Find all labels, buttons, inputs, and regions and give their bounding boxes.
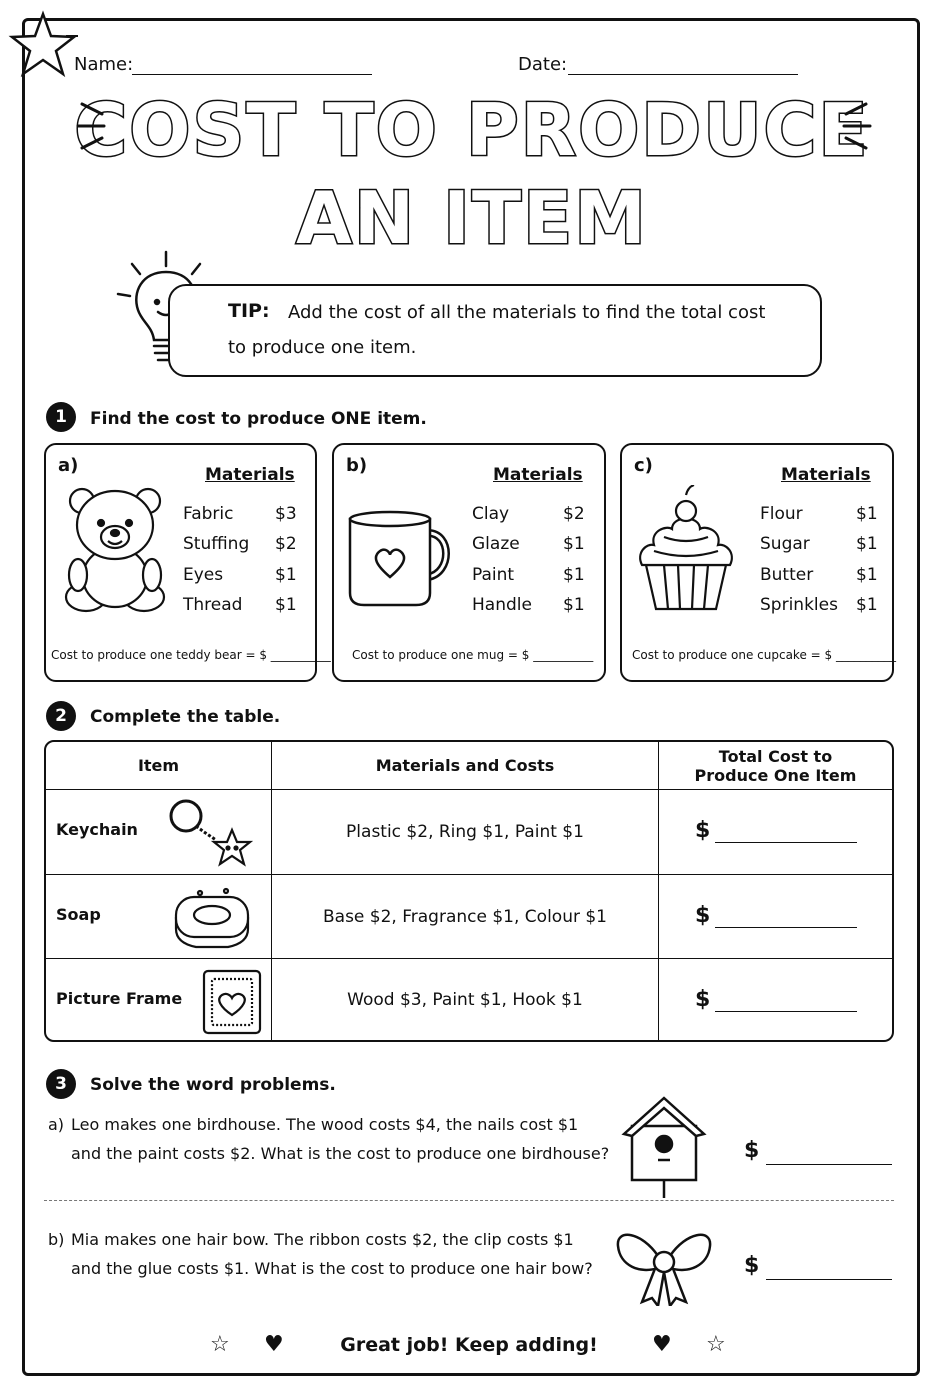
page-title-line1: COST TO PRODUCE (74, 88, 870, 172)
cost-answer-line[interactable]: Cost to produce one cupcake = $ __________ (632, 648, 896, 662)
total-cell (659, 875, 892, 960)
material-name: Thread (183, 595, 243, 615)
picture-frame-icon (200, 967, 264, 1037)
tip-text-line2: to produce one item. (228, 337, 417, 358)
problem-text-line1: Mia makes one hair bow. The ribbon costs $2, the clip costs $1 (71, 1230, 574, 1249)
table-row (46, 790, 892, 875)
table-header-row (46, 742, 892, 790)
section3-number: 3 (46, 1069, 76, 1099)
footer-message: Great job! Keep adding! (340, 1334, 598, 1356)
card-label: a) (58, 455, 79, 476)
material-name: Fabric (183, 504, 234, 524)
problem-label: a) (48, 1115, 65, 1134)
table-row (46, 875, 892, 960)
total-cell (659, 790, 892, 875)
card-label: b) (346, 455, 368, 476)
heart-icon: ♥ (652, 1332, 672, 1357)
answer-line[interactable] (715, 1011, 857, 1012)
item-name: Keychain (56, 820, 138, 839)
mug-icon (346, 509, 460, 609)
header-total-line2: Produce One Item (694, 765, 857, 785)
material-name: Sprinkles (760, 595, 838, 615)
keychain-icon (166, 796, 256, 870)
problem-text-line1: Leo makes one birdhouse. The wood costs $4, the nails cost $1 (71, 1115, 579, 1134)
header-total-line1: Total Cost to (718, 746, 833, 766)
dollar-sign: $ (744, 1138, 760, 1163)
material-cost: $2 (275, 534, 297, 554)
item-cell (46, 959, 272, 1040)
materials-cell: Plastic $2, Ring $1, Paint $1 (272, 790, 659, 875)
cost-answer-line[interactable]: Cost to produce one mug = $ __________ (352, 648, 594, 662)
item-cell (46, 875, 272, 960)
material-name: Flour (760, 504, 803, 524)
dollar-sign: $ (695, 987, 711, 1013)
birdhouse-icon (620, 1094, 708, 1202)
material-name: Butter (760, 565, 814, 585)
answer-line[interactable] (715, 927, 857, 928)
dollar-sign: $ (695, 902, 711, 928)
date-line[interactable] (568, 74, 798, 75)
material-cost: $1 (563, 595, 585, 615)
item-name: Soap (56, 904, 101, 924)
answer-line[interactable] (766, 1279, 892, 1280)
name-line[interactable] (132, 74, 372, 75)
star-outline-icon: ☆ (210, 1332, 230, 1357)
star-outline-icon: ☆ (706, 1332, 726, 1357)
cupcake-icon (636, 485, 736, 613)
material-name: Clay (472, 504, 510, 524)
material-name: Glaze (472, 534, 520, 554)
tip-box (168, 284, 822, 377)
card-label: c) (634, 455, 653, 476)
problem-text-line2: and the glue costs $1. What is the cost to produce one hair bow? (71, 1259, 593, 1278)
material-cost: $1 (856, 565, 878, 585)
material-cost: $1 (856, 504, 878, 524)
soap-icon (170, 883, 254, 953)
answer-line[interactable] (715, 842, 857, 843)
problem-label: b) (48, 1230, 65, 1249)
header-total (659, 742, 892, 790)
divider (44, 1200, 894, 1201)
materials-heading: Materials (205, 465, 295, 485)
heart-icon: ♥ (264, 1332, 284, 1357)
material-cost: $1 (563, 565, 585, 585)
material-name: Stuffing (183, 534, 250, 554)
item-name: Picture Frame (56, 989, 183, 1009)
tip-label: TIP: (228, 300, 270, 322)
material-cost: $1 (275, 595, 297, 615)
dollar-sign: $ (744, 1253, 760, 1278)
sparkle-right-icon (834, 96, 874, 156)
section1-title: Find the cost to produce ONE item. (90, 409, 427, 429)
section2-title: Complete the table. (90, 707, 281, 727)
teddy-bear-icon (60, 485, 170, 613)
material-cost: $3 (275, 504, 297, 524)
total-cell (659, 959, 892, 1040)
material-name: Eyes (183, 565, 224, 585)
cost-table (44, 740, 894, 1042)
sparkle-left-icon (74, 96, 114, 156)
page-title-line2: AN ITEM (296, 176, 648, 260)
card-a (44, 443, 331, 682)
material-cost: $1 (563, 534, 585, 554)
section3-title: Solve the word problems. (90, 1075, 336, 1095)
card-c (620, 443, 894, 682)
item-cell (46, 790, 272, 875)
hair-bow-icon (612, 1222, 716, 1306)
material-name: Paint (472, 565, 515, 585)
material-cost: $1 (275, 565, 297, 585)
date-label: Date: (518, 54, 568, 75)
card-b (332, 443, 606, 682)
star-icon (8, 10, 78, 82)
material-cost: $1 (856, 595, 878, 615)
dollar-sign: $ (695, 818, 711, 843)
cost-answer-line[interactable]: Cost to produce one teddy bear = $ __________ (51, 648, 331, 662)
header-item: Item (46, 742, 272, 790)
materials-cell: Wood $3, Paint $1, Hook $1 (272, 959, 659, 1040)
tip-text-line1: Add the cost of all the materials to find the total cost (288, 302, 766, 323)
material-cost: $2 (563, 504, 585, 524)
table-row (46, 959, 892, 1040)
header-materials: Materials and Costs (272, 742, 659, 790)
materials-cell: Base $2, Fragrance $1, Colour $1 (272, 875, 659, 960)
material-name: Handle (472, 595, 532, 615)
problem-text-line2: and the paint costs $2. What is the cost to produce one birdhouse? (71, 1144, 610, 1163)
material-name: Sugar (760, 534, 810, 554)
materials-heading: Materials (781, 465, 871, 485)
section2-number: 2 (46, 701, 76, 731)
name-label: Name: (74, 54, 134, 75)
material-cost: $1 (856, 534, 878, 554)
answer-line[interactable] (766, 1164, 892, 1165)
materials-heading: Materials (493, 465, 583, 485)
section1-number: 1 (46, 402, 76, 432)
